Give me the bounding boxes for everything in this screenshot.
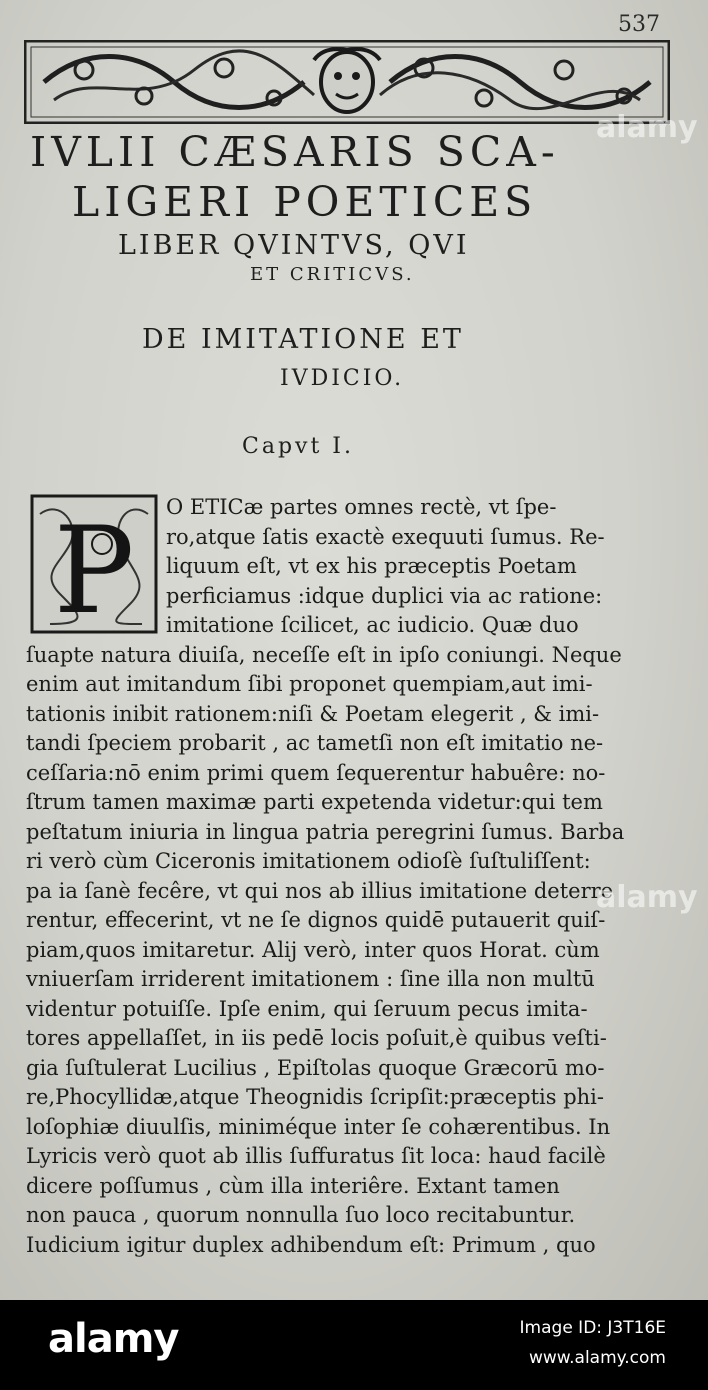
text-line: ceſſaria:nō enim primi quem ſequerentur habuêre: no- (26, 760, 606, 785)
title-line-3: LIBER QVINTVS, QVI (118, 230, 470, 261)
title-line-1: IVLII CÆSARIS SCA- (30, 128, 560, 176)
text-line: videntur potuiſſe. Ipſe enim, qui ſeruum pecus imita- (26, 996, 588, 1021)
title-line-4: ET CRITICVS. (250, 264, 415, 285)
text-line: O ETICæ partes omnes rectè, vt ſpe- (166, 495, 557, 519)
image-id: Image ID: J3T16E (519, 1318, 666, 1338)
text-line: ſtrum tamen maximæ parti expetenda videtur:qui tem (26, 790, 603, 814)
text-line: ri verò cùm Ciceronis imitationem odioſè ſuſtuliſſent: (26, 849, 591, 873)
text-line: ſuapte natura diuiſa, neceſſe eſt in ipſo coniungi. Neque (26, 642, 622, 667)
section-heading-line-2: IVDICIO. (280, 366, 405, 391)
title-line-2: LIGERI POETICES (72, 178, 538, 226)
watermark-1: alamy (596, 110, 698, 145)
text-line: vniuerſam irriderent imitationem : ſine illa non multū (26, 967, 595, 991)
text-line: ro,atque ſatis exactè exequuti ſumus. Re- (166, 524, 605, 549)
text-line: liquum eſt, vt ex his præceptis Poetam (166, 554, 577, 578)
section-heading-line-1: DE IMITATIONE ET (142, 324, 464, 355)
text-line: pa ia ſanè fecêre, vt qui nos ab illius imitatione deterre (26, 878, 614, 903)
text-line: dicere poſſumus , cùm illa interiêre. Extant tamen (26, 1173, 560, 1198)
text-line: gia ſuſtulerat Lucilius , Epiſtolas quoque Græcorū mo- (26, 1055, 605, 1080)
watermark-2: alamy (596, 880, 698, 915)
text-line: tationis inibit rationem:niſi & Poetam elegerit , & imi- (26, 701, 600, 726)
text-line: non pauca , quorum nonnulla ſuo loco recitabuntur. (26, 1203, 576, 1227)
svg-text:P: P (53, 502, 135, 634)
text-line: perficiamus :idque duplici via ac ratione: (166, 583, 603, 608)
text-line: piam,quos imitaretur. Alij verò, inter quos Horat. cùm (26, 937, 600, 962)
text-line: rentur, effecerint, vt ne ſe dignos quidē putauerit quiſ- (26, 908, 606, 932)
text-line: imitatione ſcilicet, ac iudicio. Quæ duo (166, 613, 579, 637)
text-line: tores appellaſſet, in iis pedē locis poſuit,è quibus veſti- (26, 1026, 607, 1050)
site-url: www.alamy.com (528, 1348, 666, 1368)
text-line: enim aut imitandum ſibi proponet quempiam,aut imi- (26, 672, 593, 696)
floral-headpiece-icon (24, 40, 670, 124)
text-line: loſophiæ diuulſis, miniméque inter ſe cohærentibus. In (26, 1114, 611, 1139)
text-line: Iudicium igitur duplex adhibendum eſt: Primum , quo (26, 1232, 596, 1257)
alamy-logo: alamy (48, 1316, 179, 1362)
text-line: tandi ſpeciem probarit , ac tametſi non eſt imitatio ne- (26, 731, 604, 755)
ornamental-initial-p-icon (30, 494, 158, 634)
text-line: Lyricis verò quot ab illis ſuffuratus ſit loca: haud facilè (26, 1144, 606, 1168)
text-line: peſtatum iniuria in lingua patria peregrini ſumus. Barba (26, 819, 625, 844)
chapter-heading: Capvt I. (242, 434, 354, 459)
stock-photo-footer (0, 1300, 708, 1390)
page-number: 537 (618, 12, 660, 37)
text-line: re,Phocyllidæ,atque Theognidis ſcripſit:præceptis phi- (26, 1085, 604, 1109)
